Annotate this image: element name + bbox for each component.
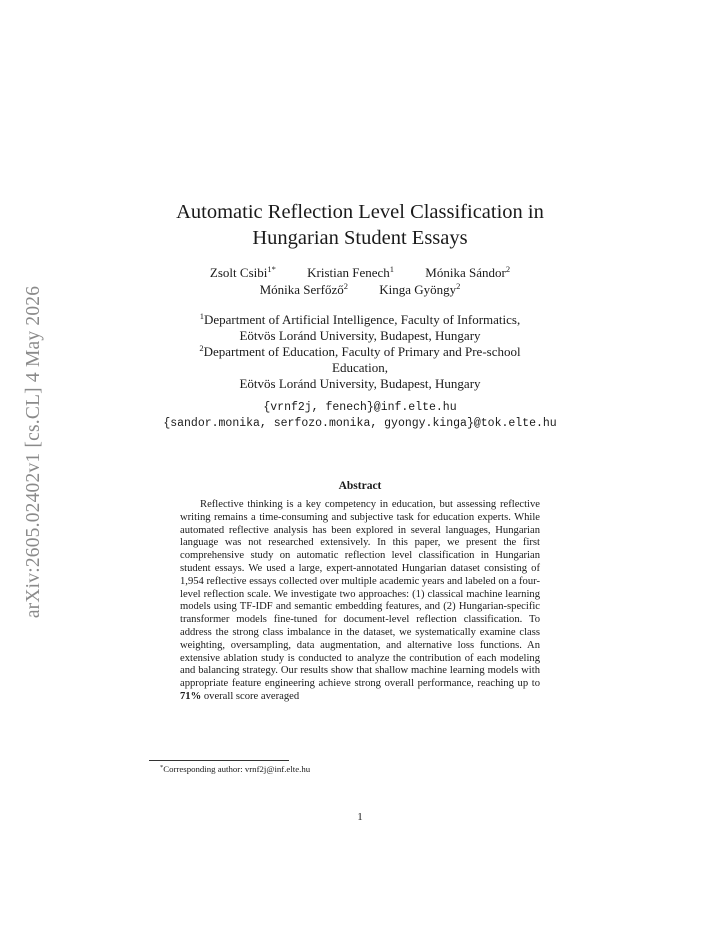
author (425, 265, 510, 280)
abstract-heading: Abstract (338, 480, 382, 492)
title-line-2: Hungarian Student Essays (252, 227, 468, 249)
email-line-1: {vrnf2j, fenech}@inf.elte.hu (263, 401, 457, 414)
author-row-2 (120, 281, 600, 298)
author-affil-mark: 2 (343, 281, 348, 291)
page-number: 1 (357, 811, 363, 823)
arxiv-stamp (16, 262, 52, 642)
abstract-body (180, 499, 540, 704)
footnote-text: Corresponding author: vrnf2j@inf.elte.hu (163, 764, 311, 774)
author-name: Kinga Gyöngy (379, 282, 457, 297)
title-line-1: Automatic Reflection Level Classification in (176, 201, 544, 223)
affiliation-1-line-2: Eötvös Loránd University, Budapest, Hungary (239, 328, 481, 343)
affiliation-text: Department of Artificial Intelligence, Faculty of Informatics, (204, 312, 521, 327)
author (307, 265, 394, 280)
author-emails (100, 400, 620, 431)
author (260, 282, 348, 297)
author-affil-mark: 1* (267, 264, 276, 274)
affiliation-mark: 1 (199, 311, 204, 321)
author-list (120, 264, 600, 298)
affiliation-1-line-1 (150, 312, 570, 328)
paper-title (120, 199, 600, 251)
author-affil-mark: 2 (456, 281, 461, 291)
author (379, 282, 460, 297)
footnote-rule (149, 760, 289, 761)
affiliation-mark: 2 (199, 343, 204, 353)
affiliation-2-line-1 (150, 344, 570, 360)
abstract-bold-score: 71% (180, 690, 202, 702)
author-name: Mónika Sándor (425, 265, 506, 280)
author-name: Zsolt Csibi (209, 265, 268, 280)
abstract-text: Reflective thinking is a key competency in education, but assessing reflective writing remains a time-consuming and subjective task for education experts. While automated reflective analysis has been explored in several languages, Hungarian language was not researched extensively. In this paper, we present the first comprehensive study on automatic reflection level classification in Hungarian student essays. We used a large, expert-annotated Hungarian dataset consisting of 1,954 reflective essays collected over multiple academic years and labeled on a four-level reflection scale. We investigate two approaches: (1) classical machine learning models using TF-IDF and semantic embedding features, and (2) Hungarian-specific transformer models fine-tuned for document-level reflection classification. To address the strong class imbalance in the dataset, we systematically examine class weighting, oversampling, data augmentation, and alternative loss functions. An extensive ablation study is conducted to analyze the contribution of each modeling and balancing strategy. Our results show that shallow machine learning models with appropriate feature engineering achieve strong overall performance, reaching up to (180, 499, 540, 690)
author-name: Mónika Serfőző (259, 282, 344, 297)
footnote (160, 764, 560, 775)
email-line-2: {sandor.monika, serfozo.monika, gyongy.kinga}@tok.elte.hu (163, 416, 557, 430)
author-name: Kristian Fenech (307, 265, 390, 280)
affiliations (150, 312, 570, 392)
author-affil-mark: 1 (389, 264, 395, 274)
author-affil-mark: 2 (505, 264, 511, 274)
footnote-mark: * (160, 764, 164, 771)
author (210, 265, 276, 280)
affiliation-2-line-2: Education, (332, 360, 388, 375)
abstract-text-continued: overall score averaged (203, 690, 300, 702)
affiliation-2-line-3: Eötvös Loránd University, Budapest, Hungary (239, 376, 481, 391)
author-row-1 (120, 264, 600, 281)
affiliation-text: Department of Education, Faculty of Primary and Pre-school (203, 344, 521, 359)
arxiv-stamp-text: arXiv:2605.02402v1 [cs.CL] 4 May 2026 (23, 285, 45, 619)
